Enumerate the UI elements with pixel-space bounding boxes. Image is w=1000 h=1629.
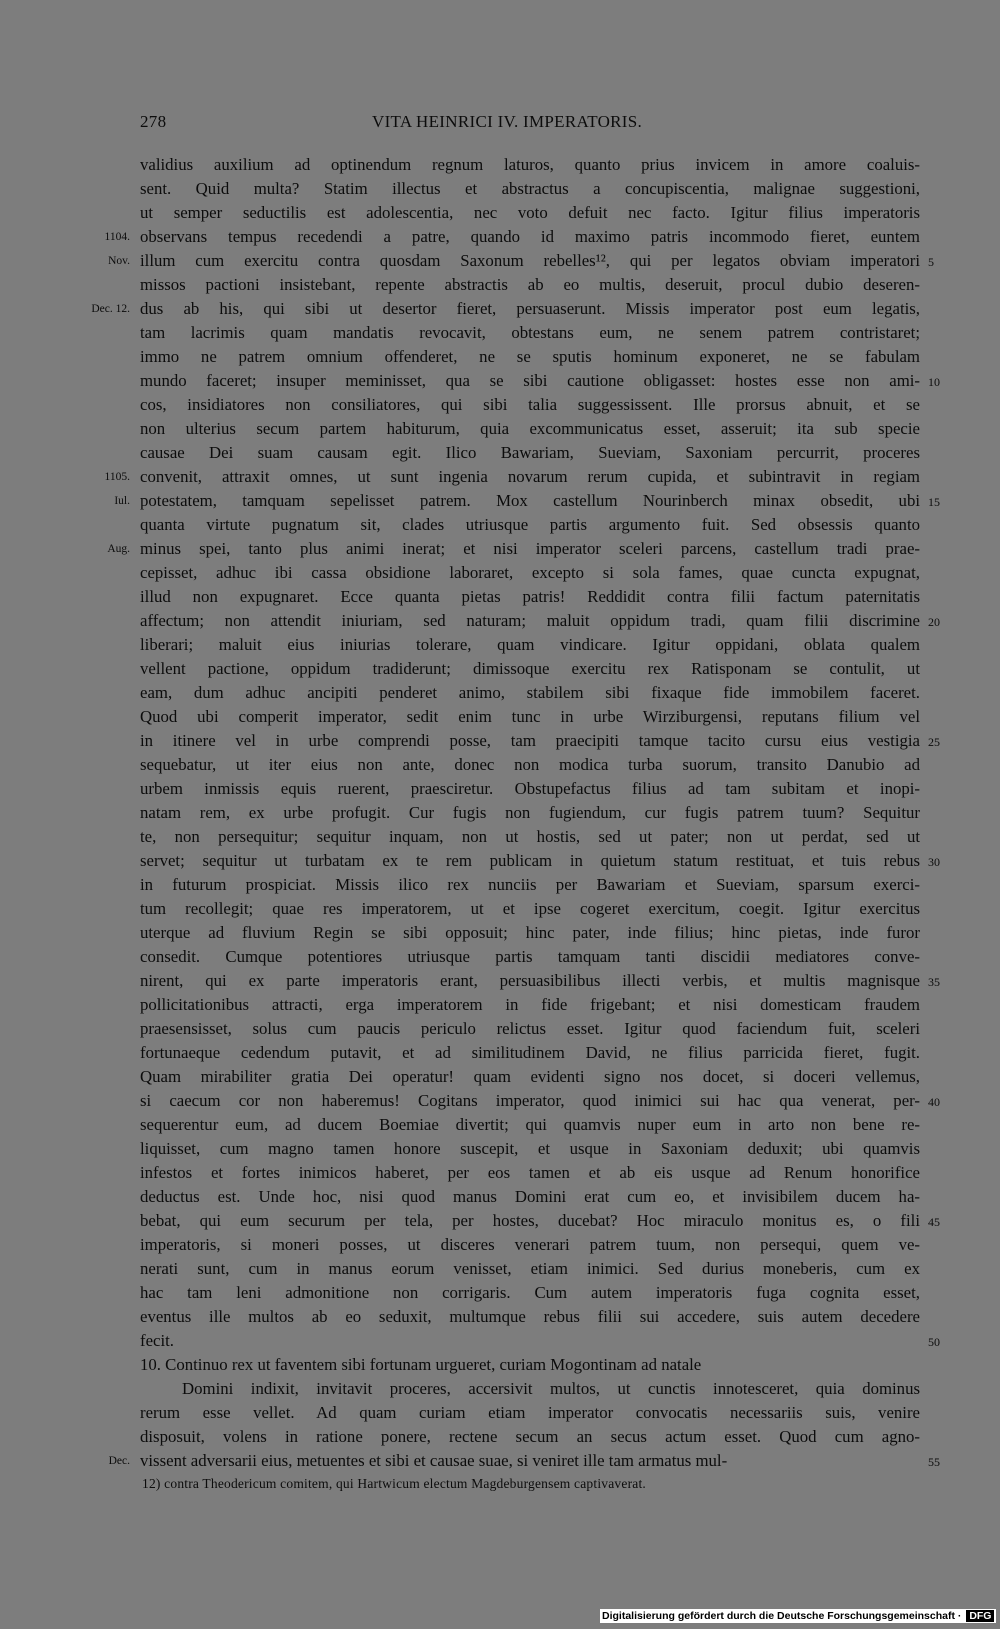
dfg-logo: DFG: [966, 1610, 994, 1622]
text-line: Domini indixit, invitavit proceres, accersivit multos, ut cunctis innotesceret, quia dominus: [182, 1379, 920, 1398]
text-line: nerati sunt, cum in manus eorum venisset, etiam inimici. Sed durius moneberis, cum ex: [140, 1259, 920, 1278]
body-text: [140, 153, 920, 1473]
line-number: 10: [928, 375, 940, 389]
text-line: non ulterius secum partem habiturum, quia excommunicatus esset, asseruit; ita sub specie: [140, 419, 920, 438]
text-line: liberari; maluit eius iniurias tolerare, quam vindicare. Igitur oppidani, oblata qualem: [140, 635, 920, 654]
text-line: causae Dei suam causam egit. Ilico Bawariam, Sueviam, Saxoniam percurrit, proceres: [140, 443, 920, 462]
credit-text: Digitalisierung gefördert durch die Deutsche Forschungsgemeinschaft ·: [602, 1610, 962, 1622]
text-line: affectum; non attendit iniuriam, sed naturam; maluit oppidum tradi, quam filii discrimine: [140, 611, 920, 630]
margin-date-note: Dec.: [108, 1455, 130, 1467]
page-number: 278: [140, 112, 167, 131]
line-number: 50: [928, 1335, 940, 1349]
text-line: illum cum exercitu contra quosdam Saxonum rebelles¹², qui per legatos obviam imperatori: [140, 251, 920, 270]
line-number: 5: [928, 255, 934, 269]
text-line: pollicitationibus attracti, erga imperatorem in fide frigebant; et nisi domesticam fraudem: [140, 995, 920, 1014]
text-line: quanta virtute pugnatum sit, clades utriusque partis argumento fuit. Sed obsessis quanto: [140, 515, 920, 534]
line-number: 55: [928, 1455, 940, 1469]
text-line: te, non persequitur; sequitur inquam, non ut hostis, sed ut pater; non ut perdat, sed ut: [140, 827, 920, 846]
line-number: 35: [928, 975, 940, 989]
text-line: consedit. Cumque potentiores utriusque partis tamquam tanti discidii mediatores conve-: [140, 947, 920, 966]
text-line: sent. Quid multa? Statim illectus et abstractus a concupiscentia, malignae suggestioni,: [140, 179, 920, 198]
margin-date-note: 1105.: [104, 471, 130, 483]
text-line: convenit, attraxit omnes, ut sunt ingenia novarum rerum cupida, et subintravit in regiam: [140, 467, 920, 486]
text-line: tam lacrimis quam mandatis revocavit, obtestans eum, ne senem patrem contristaret;: [140, 323, 920, 342]
text-line: illud non expugnaret. Ecce quanta pietas patris! Reddidit contra filii factum paternitatis: [140, 587, 920, 606]
text-line: infestos et fortes inimicos haberet, per eos tamen et ab eis usque ad Renum honorifice: [140, 1163, 920, 1182]
text-line: eventus ille multos ab eo seduxit, multumque rebus filii sui accedere, suis autem decedere: [140, 1307, 920, 1326]
text-line: imperatoris, si moneri posses, ut disceres venerari patrem tuum, non persequi, quem ve-: [140, 1235, 920, 1254]
footnote: 12) contra Theodericum comitem, qui Hartwicum electum Magdeburgensem captivaverat.: [142, 1476, 646, 1491]
margin-date-note: Iul.: [114, 495, 130, 507]
text-line: bebat, qui eum securum per tela, per hostes, ducebat? Hoc miraculo monitus es, o fili: [140, 1211, 920, 1230]
text-line: urbem inmissis equis ruerent, praesciretur. Obstupefactus filius ad tam subitam et inopi-: [140, 779, 920, 798]
text-line: mundo faceret; insuper meminisset, qua se sibi cautione obligasset: hostes esse non ami-: [140, 371, 920, 390]
text-line: 10. Continuo rex ut faventem sibi fortunam urgueret, curiam Mogontinam ad natale: [140, 1355, 702, 1374]
line-number: 25: [928, 735, 940, 749]
margin-date-note: Dec. 12.: [91, 303, 130, 315]
digitization-credit: [600, 1609, 996, 1623]
text-line: validius auxilium ad optinendum regnum laturos, quanto prius invicem in amore coaluis-: [140, 155, 920, 174]
text-line: cos, insidiatores non consiliatores, qui sibi talia suggessissent. Ille prorsus abnuit, et se: [140, 395, 920, 414]
text-line: in itinere vel in urbe comprendi posse, tam praecipiti tamque tacito cursu eius vestigia: [140, 731, 920, 750]
text-line: immo ne patrem omnium offenderet, ne se sputis hominum exponeret, ne se fabulam: [140, 347, 920, 366]
text-line: praesensisset, solus cum paucis periculo relictus esset. Igitur quod faciendum fuit, sceleri: [140, 1019, 920, 1038]
text-line: uterque ad fluvium Regin se sibi opposuit; hinc pater, inde filius; hinc pietas, inde furor: [140, 923, 920, 942]
text-line: Quam mirabiliter gratia Dei operatur! quam evidenti signo nos docet, si doceri vellemus,: [140, 1067, 920, 1086]
text-line: vellent pactione, oppidum tradiderunt; dimissoque exercitu rex Ratisponam se contulit, ut: [140, 659, 920, 678]
text-line: rerum esse vellet. Ad quam curiam etiam imperator convocatis necessariis suis, venire: [140, 1403, 920, 1422]
text-line: servet; sequitur ut turbatam ex te rem publicam in quietum statum restituat, et tuis rebus: [140, 851, 920, 870]
text-line: disposuit, volens in ratione ponere, rectene secum an secus actum esset. Quod cum agno-: [140, 1427, 920, 1446]
text-line: vissent adversarii eius, metuentes et sibi et causae suae, si veniret ille tam armatus mul-: [140, 1451, 728, 1470]
text-line: observans tempus recedendi a patre, quando id maximo patris incommodo fieret, euntem: [140, 227, 920, 246]
line-number: 15: [928, 495, 940, 509]
running-title: VITA HEINRICI IV. IMPERATORIS.: [372, 112, 643, 131]
text-line: ut semper seductilis est adolescentia, nec voto defuit nec facto. Igitur filius imperatoris: [140, 203, 920, 222]
line-number: 30: [928, 855, 940, 869]
text-line: missos pactioni insistebant, repente abstractis ab eo multis, deseruit, procul dubio deseren-: [140, 275, 920, 294]
text-line: hac tam leni admonitione non corrigaris. Cum autem imperatoris fuga cognita esset,: [140, 1283, 920, 1302]
page-header: [140, 112, 920, 136]
text-line: nirent, qui ex parte imperatoris erant, persuasibilibus illecti verbis, et multis magnisque: [140, 971, 920, 990]
text-line: Quod ubi comperit imperator, sedit enim tunc in urbe Wirziburgensi, reputans filium vel: [140, 707, 920, 726]
text-line: dus ab his, qui sibi ut desertor fieret, persuaserunt. Missis imperator post eum legatis,: [140, 299, 920, 318]
text-line: si caecum cor non haberemus! Cogitans imperator, quod inimici sui hac qua venerat, per-: [140, 1091, 920, 1110]
text-line: cepisset, adhuc ibi cassa obsidione laboraret, excepto si sola fames, quae cuncta expugnat,: [140, 563, 920, 582]
text-line: minus spei, tanto plus animi inerat; et nisi imperator sceleri parcens, castellum tradi prae-: [140, 539, 920, 558]
line-number: 20: [928, 615, 940, 629]
line-number: 45: [928, 1215, 940, 1229]
text-line: sequebatur, ut iter eius non ante, donec non modica turba suorum, transito Danubio ad: [140, 755, 920, 774]
text-line: tum recollegit; quae res imperatorem, ut et ipse cogeret exercitum, coegit. Igitur exercitus: [140, 899, 920, 918]
text-line: liquisset, cum magno tamen honore suscepit, et usque in Saxoniam deduxit; ubi quamvis: [140, 1139, 920, 1158]
text-line: fortunaeque cedendum putavit, et ad similitudinem David, ne filius parricida fieret, fugit.: [140, 1043, 920, 1062]
text-line: potestatem, tamquam sepelisset patrem. Mox castellum Nourinberch minax obsedit, ubi: [140, 491, 920, 510]
text-line: deductus est. Unde hoc, nisi quod manus Domini erat cum eo, et invisibilem ducem ha-: [140, 1187, 920, 1206]
margin-date-note: 1104.: [104, 231, 130, 243]
text-line: in futurum prospiciat. Missis ilico rex nunciis per Bawariam et Sueviam, sparsum exerci-: [140, 875, 920, 894]
text-line: sequerentur eum, ad ducem Boemiae divertit; qui quamvis nuper eum in arto non bene re-: [140, 1115, 920, 1134]
text-line: natam rem, ex urbe profugit. Cur fugis non fugiendum, cur fugis patrem tuum? Sequitur: [140, 803, 920, 822]
margin-date-note: Nov.: [108, 255, 130, 267]
text-line: eam, dum adhuc ancipiti penderet animo, stabilem sibi fixaque fide immobilem faceret.: [140, 683, 920, 702]
margin-date-note: Aug.: [107, 543, 130, 555]
line-number: 40: [928, 1095, 940, 1109]
text-line: fecit.: [140, 1331, 175, 1350]
